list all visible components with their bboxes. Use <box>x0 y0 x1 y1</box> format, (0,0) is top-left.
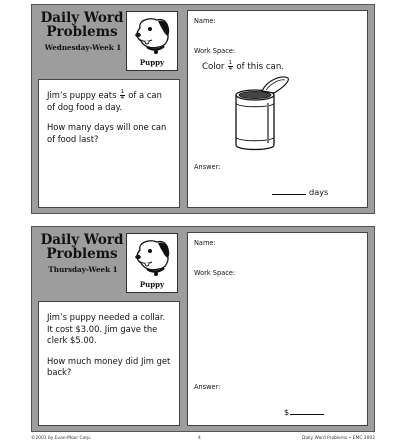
puppy-label: Puppy <box>139 58 165 67</box>
card-header <box>38 232 180 297</box>
footer-book-title: Daily Word Problems • EMC 3002 <box>301 436 375 441</box>
name-label: Name: <box>194 17 216 25</box>
card-left-column <box>38 10 180 208</box>
card-left-column <box>38 232 180 426</box>
puppy-icon <box>130 236 174 280</box>
puppy-icon <box>130 14 174 58</box>
answer-label: Answer: <box>194 163 221 171</box>
puppy-label: Puppy <box>139 280 165 289</box>
card-week: Wednesday-Week 1 <box>44 43 122 52</box>
answer-label: Answer: <box>194 383 221 391</box>
problem-text-box <box>38 79 180 208</box>
footer-copyright: ©2001 by Evan-Moor Corp. <box>31 436 92 441</box>
answer-blank[interactable] <box>272 188 306 195</box>
card-title: Daily Word Problems <box>40 10 124 40</box>
card-header <box>38 10 180 75</box>
footer-page-number: 4 <box>198 436 201 441</box>
answer-blank[interactable] <box>290 408 324 415</box>
workspace-label: Work Space: <box>194 47 236 55</box>
answer-days: days <box>272 187 328 197</box>
card-week: Thursday-Week 1 <box>48 265 118 274</box>
card-answer-panel <box>187 10 368 208</box>
problem-card-thursday <box>31 226 375 432</box>
card-answer-panel <box>187 232 368 426</box>
dog-food-can-icon[interactable] <box>224 73 294 153</box>
problem-statement: Jim’s puppy needed a collar. It cost $3.00. Jim gave the clerk $5.00. <box>47 312 166 345</box>
answer-money: $ <box>284 407 327 417</box>
fraction-one-fourth: $\frac{1}{4}$ <box>228 60 233 72</box>
workspace-instruction: Color $\frac{1}{4}$ of this can. <box>202 60 285 72</box>
problem-question: How much money did Jim get back? <box>47 355 171 377</box>
workspace-label: Work Space: <box>194 269 236 277</box>
name-label: Name: <box>194 239 216 247</box>
problem-question: How many days will one can of food last? <box>47 122 167 144</box>
puppy-badge <box>126 11 178 71</box>
problem-statement: Jim’s puppy eats $\frac{1}{4}$ of a can of dog food a day. <box>47 89 162 112</box>
puppy-badge <box>126 233 178 293</box>
problem-text-box <box>38 301 180 426</box>
fraction-one-fourth: $\frac{1}{4}$ <box>120 89 125 101</box>
problem-card-wednesday <box>31 4 375 214</box>
card-title: Daily Word Problems <box>40 232 124 262</box>
